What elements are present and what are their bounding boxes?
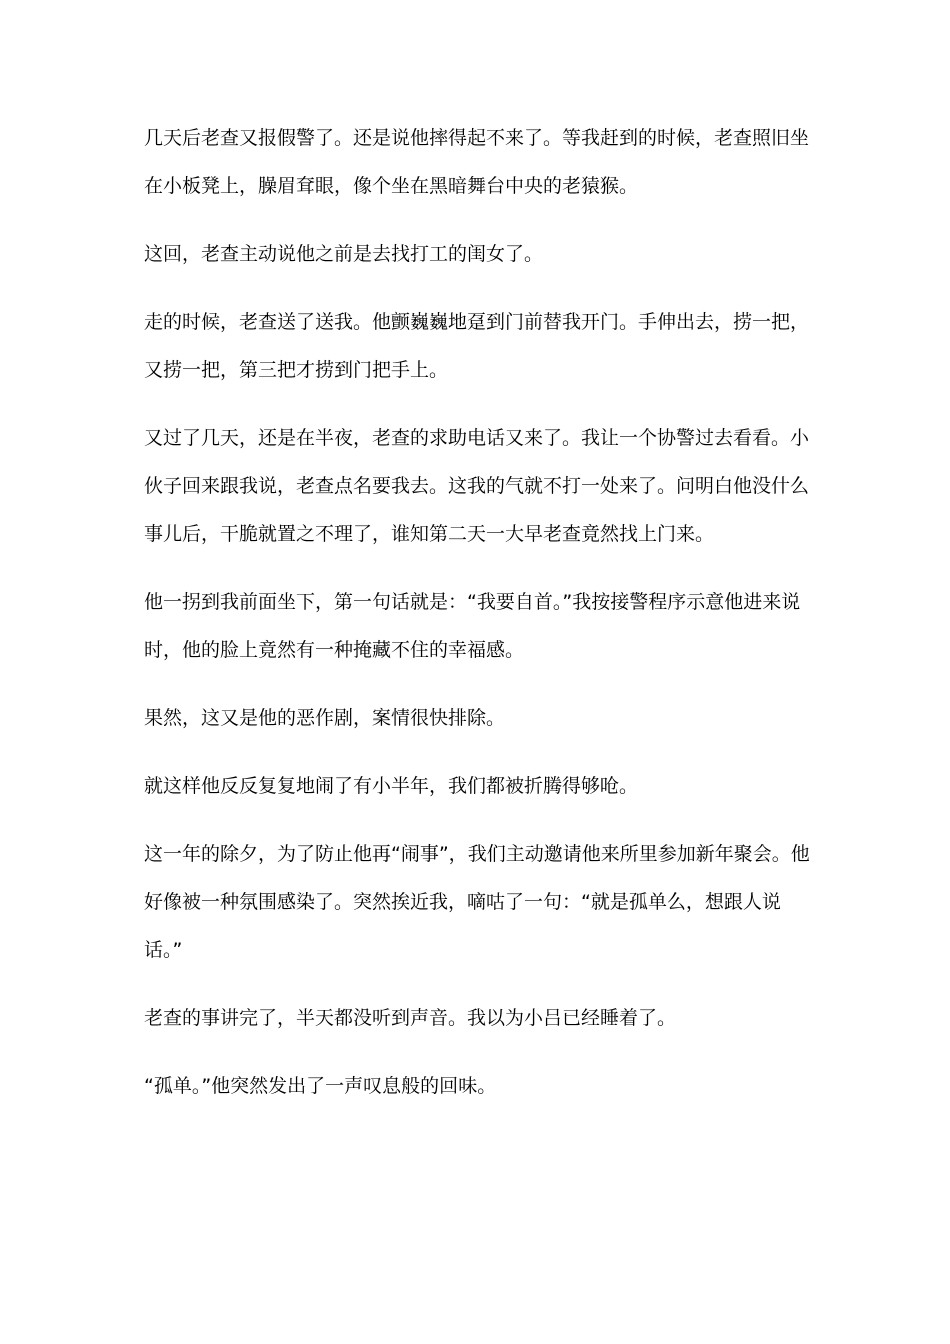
paragraph-3: 走的时候，老查送了送我。他颤巍巍地趸到门前替我开门。手伸出去，捞一把，又捞一把，第三把才捞到门把手上。	[144, 311, 810, 381]
paragraph-8: 这一年的除夕，为了防止他再“闹事”，我们主动邀请他来所里参加新年聚会。他好像被一种氛围感染了。突然挨近我，嘀咕了一句：“就是孤单么，想跟人说话。”	[144, 843, 810, 961]
paragraph-5: 他一拐到我前面坐下，第一句话就是：“我要自首。”我按接警程序示意他进来说时，他的脸上竟然有一种掩藏不住的幸福感。	[144, 591, 801, 661]
paragraph-9: 老查的事讲完了，半天都没听到声音。我以为小吕已经睡着了。	[144, 1007, 677, 1029]
paragraph-7: 就这样他反反复复地闹了有小半年，我们都被折腾得够呛。	[144, 775, 639, 797]
paragraph-6: 果然，这又是他的恶作剧，案情很快排除。	[144, 707, 506, 729]
paragraph-1: 几天后老查又报假警了。还是说他摔得起不来了。等我赶到的时候，老查照旧坐在小板凳上，臊眉耷眼，像个坐在黑暗舞台中央的老猿猴。	[144, 127, 810, 197]
text-column	[144, 114, 814, 1130]
paragraph-10: “孤单。”他突然发出了一声叹息般的回味。	[144, 1075, 497, 1097]
paragraph-4: 又过了几天，还是在半夜，老查的求助电话又来了。我让一个协警过去看看。小伙子回来跟我说，老查点名要我去。这我的气就不打一处来了。问明白他没什么事儿后，干脆就置之不理了，谁知第二天一大早老查竟然找上门来。	[144, 427, 810, 545]
paragraph-2: 这回，老查主动说他之前是去找打工的闺女了。	[144, 243, 544, 265]
